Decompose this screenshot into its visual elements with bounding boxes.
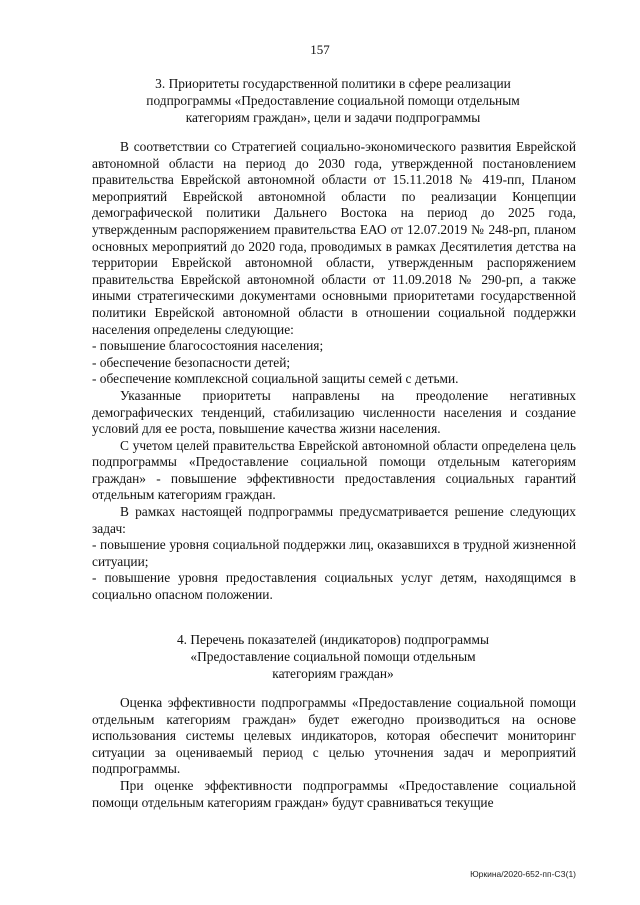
section-3-heading-line: 3. Приоритеты государственной политики в сфере реализации	[155, 76, 511, 91]
document-code-footer: Юркина/2020-652-пп-СЗ(1)	[470, 869, 576, 879]
section-3-heading	[90, 75, 576, 126]
section-4-paragraph-1: Оценка эффективности подпрограммы «Предоставление социальной помощи отдельным категориям граждан» будет ежегодно производиться на основе использования системы целевых индикаторов, которая обеспечит мониторинг ситуации за оцениваемый период с целью уточнения задач и мероприятий подпрограммы.	[92, 695, 576, 777]
section-4-heading-line: категориям граждан»	[272, 666, 394, 681]
section-4-body	[92, 695, 576, 811]
section-3-intro-paragraph: В соответствии со Стратегией социально-экономического развития Еврейской автономной области на период до 2030 года, утвержденной постановлением правительства Еврейской автономной области от 15.11.2018 № 419-пп, Планом мероприятий Еврейской автономной области по реализации Концепции демографической политики Дальнего Востока на период до 2025 года, утвержденным распоряжением правительства ЕАО от 12.07.2019 № 248-рп, планом основных мероприятий до 2020 года, проводимых в рамках Десятилетия детства на территории Еврейской автономной области, утвержденным распоряжением правительства Еврейской автономной области от 11.09.2018 № 290-рп, а также иными стратегическими документами основными приоритетами государственной политики Еврейской автономной области в отношении социальной поддержки населения определены следующие:	[92, 139, 576, 337]
section-3-paragraph-3: С учетом целей правительства Еврейской автономной области определена цель подпрограммы «Предоставление социальной помощи отдельным категориям граждан» - повышение эффективности предоставления социальных гарантий отдельным категориям граждан.	[92, 437, 576, 503]
task-item: - повышение уровня социальной поддержки лиц, оказавшихся в трудной жизненной ситуации;	[92, 537, 576, 569]
section-3-paragraph-4: В рамках настоящей подпрограммы предусматривается решение следующих задач:	[92, 504, 576, 536]
section-3-heading-line: подпрограммы «Предоставление социальной помощи отдельным	[146, 93, 520, 108]
priority-item: - повышение благосостояния населения;	[92, 338, 324, 354]
section-4-heading-line: 4. Перечень показателей (индикаторов) подпрограммы	[176, 632, 490, 647]
section-3-heading-line: категориям граждан», цели и задачи подпрограммы	[185, 110, 481, 125]
section-4-heading	[90, 631, 576, 682]
section-3-body	[92, 139, 576, 604]
section-4-paragraph-2: При оценке эффективности подпрограммы «Предоставление социальной помощи отдельным категориям граждан» будут сравниваться текущие	[92, 777, 576, 810]
section-3-paragraph-2: Указанные приоритеты направлены на преодоление негативных демографических тенденций, стабилизацию численности населения и создание условий для ее роста, повышение качества жизни населения.	[92, 387, 576, 437]
page-number: 157	[310, 42, 330, 57]
priority-item: - обеспечение безопасности детей;	[92, 354, 291, 370]
task-item: - повышение уровня предоставления социальных услуг детям, находящимся в социально опасном положении.	[92, 570, 576, 603]
priority-item: - обеспечение комплексной социальной защиты семей с детьми.	[92, 371, 459, 387]
section-4-heading-line: «Предоставление социальной помощи отдельным	[190, 649, 476, 664]
